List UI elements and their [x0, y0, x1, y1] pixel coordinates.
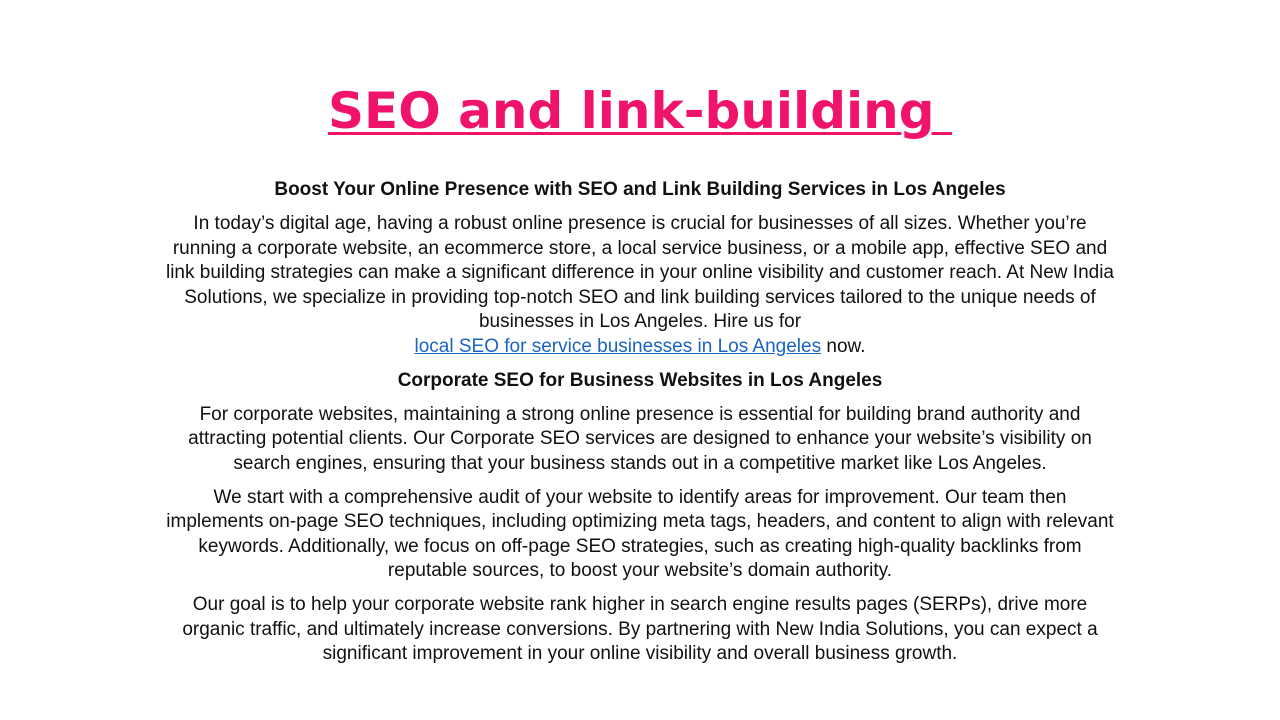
slide-body	[165, 178, 1115, 676]
intro-paragraph	[165, 212, 1115, 359]
section-heading-boost: Boost Your Online Presence with SEO and Link Building Services in Los Angeles	[274, 179, 1006, 200]
audit-paragraph: We start with a comprehensive audit of your website to identify areas for improvement. Our team then implements on-page SEO techniques, including optimizing meta tags, headers, and content to align with relevant keywords. Additionally, we focus on off-page SEO strategies, such as creating high-quality backlinks from reputable sources, to boost your website’s domain authority.	[166, 486, 1114, 581]
goal-paragraph: Our goal is to help your corporate website rank higher in search engine results pages (SERPs), drive more organic traffic, and ultimately increase conversions. By partnering with New India Solutions, you can expect a significant improvement in your online visibility and overall business growth.	[182, 594, 1098, 664]
corporate-seo-paragraph: For corporate websites, maintaining a strong online presence is essential for building brand authority and attracting potential clients. Our Corporate SEO services are designed to enhance your website’s visibility on search engines, ensuring that your business stands out in a competitive market like Los Angeles.	[188, 403, 1092, 474]
local-seo-link[interactable]: local SEO for service businesses in Los Angeles	[414, 335, 822, 357]
slide-title: SEO and link-building	[328, 82, 952, 140]
section-heading-corporate-seo: Corporate SEO for Business Websites in Los Angeles	[397, 369, 883, 391]
intro-paragraph-tail: now.	[821, 335, 866, 357]
intro-paragraph-text: In today’s digital age, having a robust online presence is crucial for businesses of all sizes. Whether you’re running a corporate website, an ecommerce store, a local service business, or a mobile app, effective SEO and link building strategies can make a significant difference in your online visibility and customer reach. At New India Solutions, we specialize in providing top-notch SEO and link building services tailored to the unique needs of businesses in Los Angeles. Hire us for	[165, 213, 1115, 332]
